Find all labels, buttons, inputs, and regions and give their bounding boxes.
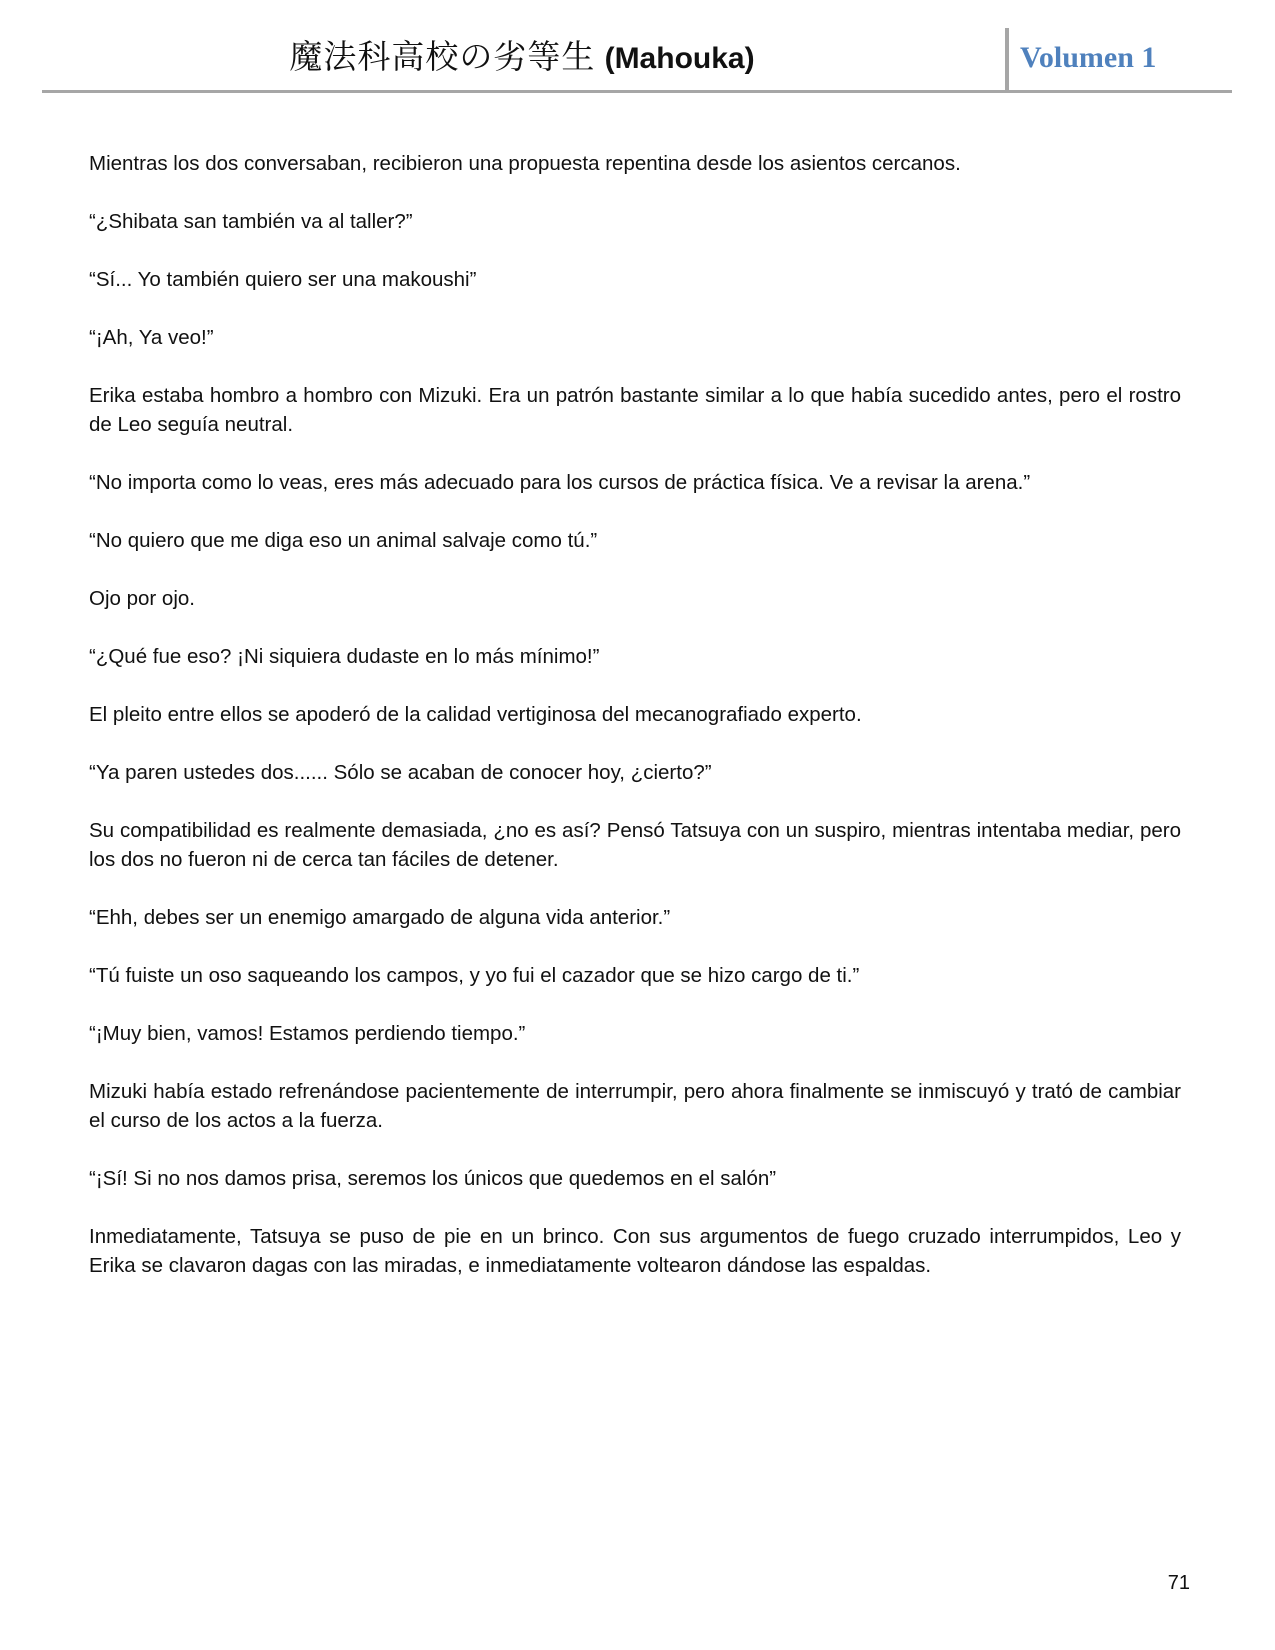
paragraph: Inmediatamente, Tatsuya se puso de pie en un brinco. Con sus argumentos de fuego cruzado interrumpidos, Leo y Erika se clavaron dagas con las miradas, e inmediatamente voltearon dándose las espaldas.	[89, 1225, 1181, 1277]
paragraph: Ojo por ojo.	[89, 587, 195, 610]
paragraph: “Sí... Yo también quiero ser una makoushi”	[89, 268, 477, 291]
paragraph: Erika estaba hombro a hombro con Mizuki. Era un patrón bastante similar a lo que había sucedido antes, pero el rostro de Leo seguía neutral.	[89, 384, 1181, 436]
paragraph: “No quiero que me diga eso un animal salvaje como tú.”	[89, 529, 598, 552]
paragraph: “¿Qué fue eso? ¡Ni siquiera dudaste en lo más mínimo!”	[89, 645, 600, 668]
header-divider	[1005, 28, 1009, 90]
paragraph: “¡Muy bien, vamos! Estamos perdiendo tiempo.”	[89, 1022, 526, 1045]
paragraph: “¡Sí! Si no nos damos prisa, seremos los únicos que quedemos en el salón”	[89, 1167, 777, 1190]
paragraph: El pleito entre ellos se apoderó de la calidad vertiginosa del mecanografiado experto.	[89, 703, 862, 726]
paragraph: “¡Ah, Ya veo!”	[89, 326, 214, 349]
paragraph: Su compatibilidad es realmente demasiada, ¿no es así? Pensó Tatsuya con un suspiro, mientras intentaba mediar, pero los dos no fueron ni de cerca tan fáciles de detener.	[89, 819, 1181, 871]
paragraph: “No importa como lo veas, eres más adecuado para los cursos de práctica física. Ve a revisar la arena.”	[89, 471, 1031, 494]
book-title-latin: (Mahouka)	[604, 42, 755, 75]
paragraph: “Tú fuiste un oso saqueando los campos, y yo fui el cazador que se hizo cargo de ti.”	[89, 964, 860, 987]
page-number: 71	[1167, 1572, 1190, 1594]
paragraph: “¿Shibata san también va al taller?”	[89, 210, 413, 233]
volume-label: Volumen 1	[1020, 41, 1157, 74]
paragraph: Mientras los dos conversaban, recibieron una propuesta repentina desde los asientos cercanos.	[89, 152, 961, 175]
book-title-japanese: 魔法科高校の劣等生	[289, 37, 596, 76]
paragraph: “Ya paren ustedes dos...... Sólo se acaban de conocer hoy, ¿cierto?”	[89, 761, 712, 784]
paragraph: “Ehh, debes ser un enemigo amargado de alguna vida anterior.”	[89, 906, 671, 929]
paragraph: Mizuki había estado refrenándose pacientemente de interrumpir, pero ahora finalmente se inmiscuyó y trató de cambiar el curso de los actos a la fuerza.	[89, 1080, 1181, 1132]
book-title	[42, 34, 1002, 82]
body-text	[89, 149, 1181, 1309]
page-header	[42, 28, 1232, 93]
